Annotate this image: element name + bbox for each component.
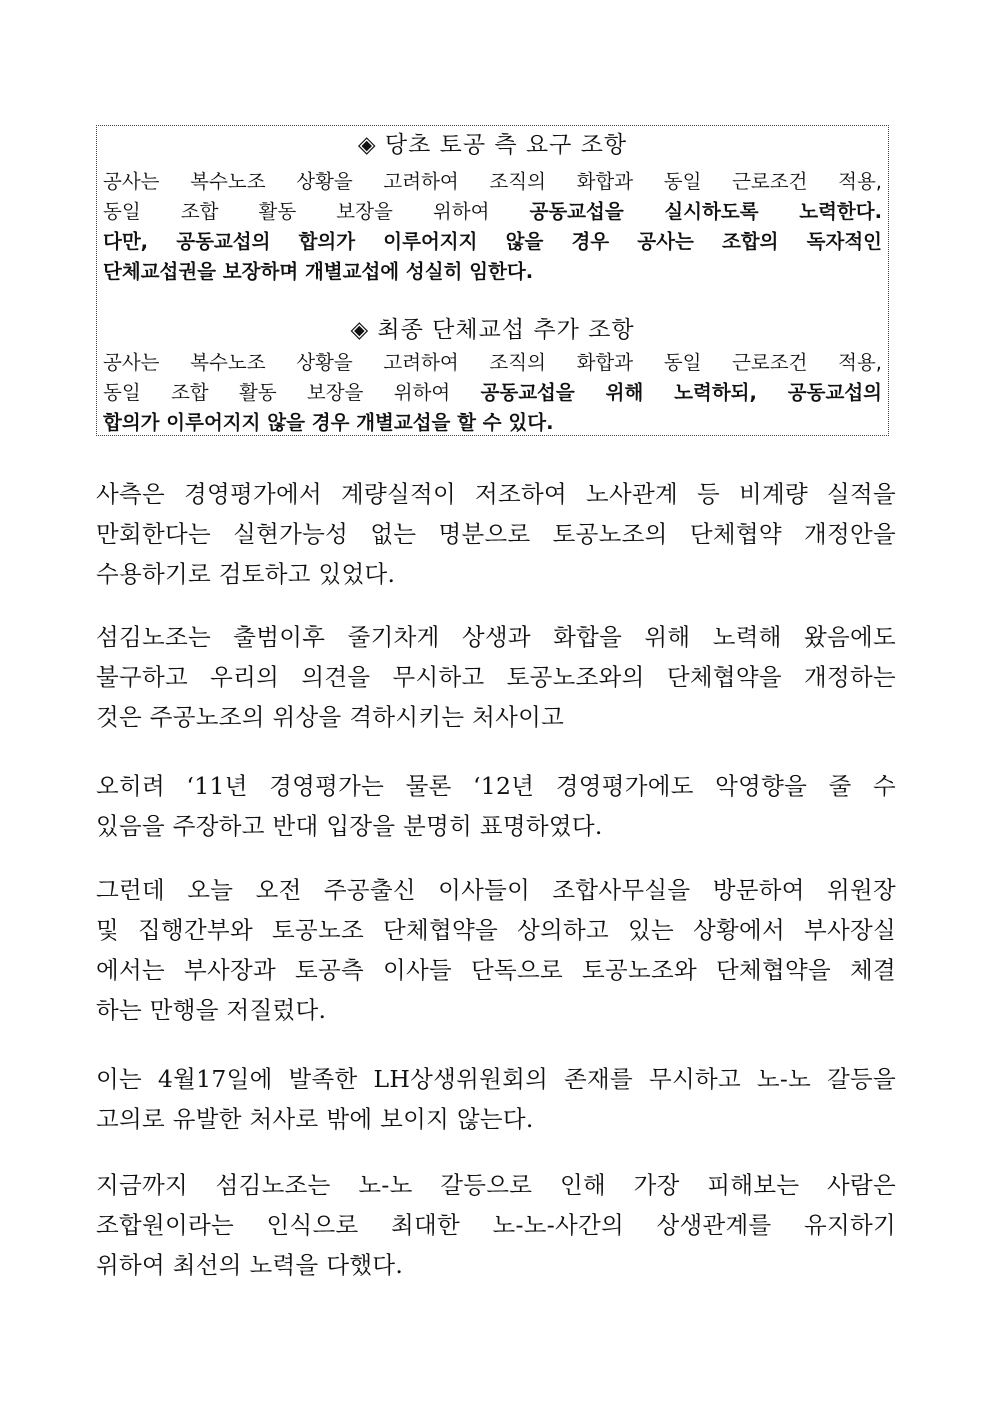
paragraph-line: 조합원이라는 인식으로 최대한 노-노-사간의 상생관계를 유지하기 (96, 1211, 896, 1239)
paragraph-line: 그런데 오늘 오전 주공출신 이사들이 조합사무실을 방문하여 위원장 (96, 876, 896, 904)
clause-comparison-box (96, 125, 889, 436)
paragraph-line: 지금까지 섬김노조는 노-노 갈등으로 인해 가장 피해보는 사람은 (96, 1171, 896, 1199)
paragraph-line: 고의로 유발한 처사로 밖에 보이지 않는다. (96, 1105, 534, 1133)
paragraph-line: 있음을 주장하고 반대 입장을 분명히 표명하였다. (96, 812, 603, 840)
paragraph-4 (96, 870, 896, 1030)
section1-line1: 공사는 복수노조 상황을 고려하여 조직의 화합과 동일 근로조건 적용, (103, 170, 882, 193)
section1-line3: 다만, 공동교섭의 합의가 이루어지지 않을 경우 공사는 조합의 독자적인 (103, 230, 882, 253)
paragraph-line: 수용하기로 검토하고 있었다. (96, 560, 396, 588)
section2-line2-plain: 동일 조합 활동 보장을 위하여 (103, 381, 481, 404)
section1-line2 (103, 197, 882, 227)
section1-line2-bold: 공동교섭을 실시하도록 노력한다. (529, 200, 882, 223)
paragraph-line: 하는 만행을 저질렀다. (96, 996, 327, 1024)
paragraph-line: 및 집행간부와 토공노조 단체협약을 상의하고 있는 상황에서 부사장실 (96, 916, 896, 944)
section1-line4: 단체교섭권을 보장하며 개별교섭에 성실히 임한다. (103, 260, 534, 283)
section2-line2-bold: 공동교섭을 위해 노력하되, 공동교섭의 (480, 381, 882, 404)
section2-line2 (103, 378, 882, 408)
paragraph-line: 불구하고 우리의 의견을 무시하고 토공노조와의 단체협약을 개정하는 (96, 663, 896, 691)
section2-heading: ◈ 최종 단체교섭 추가 조항 (350, 317, 635, 343)
paragraph-line: 위하여 최선의 노력을 다했다. (96, 1251, 404, 1279)
section2-line1: 공사는 복수노조 상황을 고려하여 조직의 화합과 동일 근로조건 적용, (103, 351, 882, 374)
section2-line3: 합의가 이루어지지 않을 경우 개별교섭을 할 수 있다. (103, 411, 554, 434)
paragraph-1 (96, 474, 896, 594)
paragraph-3 (96, 766, 896, 846)
paragraph-line: 것은 주공노조의 위상을 격하시키는 처사이고 (96, 703, 565, 731)
paragraph-line: 이는 4월17일에 발족한 LH상생위원회의 존재를 무시하고 노-노 갈등을 (96, 1065, 896, 1093)
section1-line2-plain: 동일 조합 활동 보장을 위하여 (103, 200, 530, 223)
section1-heading: ◈ 당초 토공 측 요구 조항 (357, 132, 628, 158)
paragraph-line: 섬김노조는 출범이후 줄기차게 상생과 화합을 위해 노력해 왔음에도 (96, 623, 896, 651)
paragraph-6 (96, 1165, 896, 1285)
paragraph-line: 만회한다는 실현가능성 없는 명분으로 토공노조의 단체협약 개정안을 (96, 520, 896, 548)
paragraph-line: 사측은 경영평가에서 계량실적이 저조하여 노사관계 등 비계량 실적을 (96, 480, 896, 508)
paragraph-line: 에서는 부사장과 토공측 이사들 단독으로 토공노조와 단체협약을 체결 (96, 956, 896, 984)
paragraph-5 (96, 1059, 896, 1139)
paragraph-line: 오히려 ‘11년 경영평가는 물론 ‘12년 경영평가에도 악영향을 줄 수 (96, 772, 896, 800)
paragraph-2 (96, 617, 896, 737)
